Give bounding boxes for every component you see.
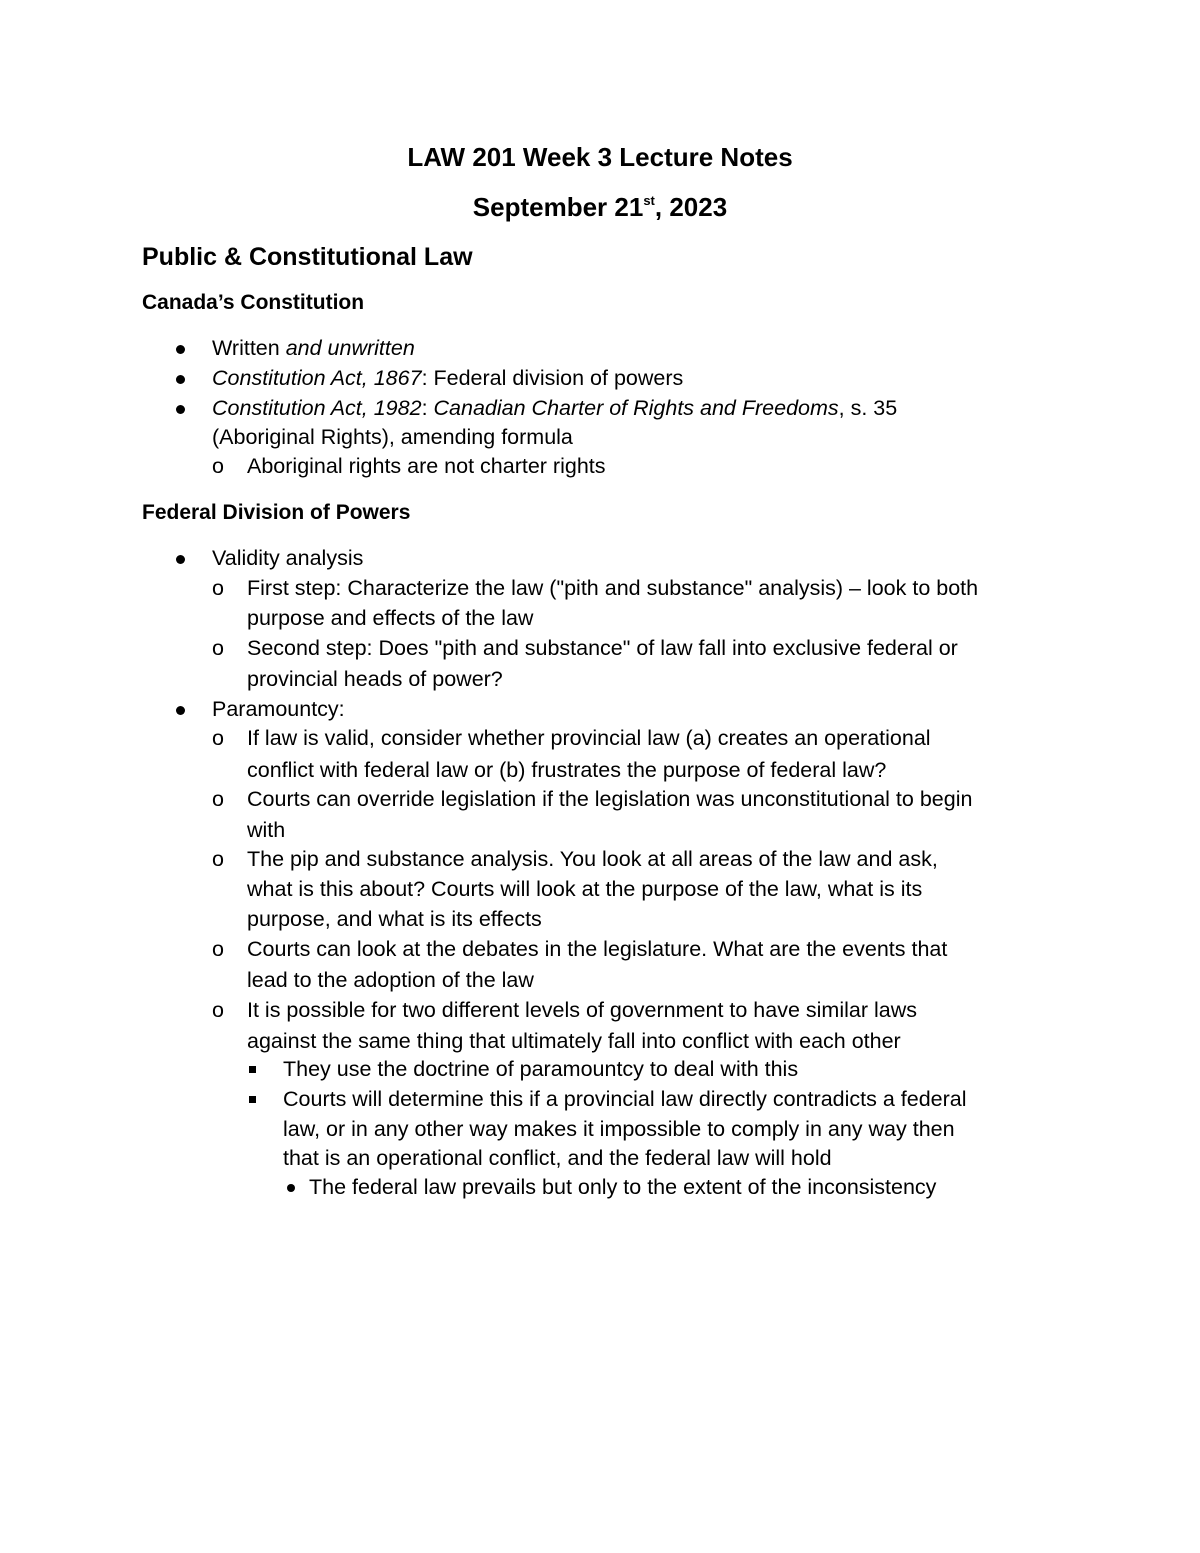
document-date [0, 192, 1200, 223]
sub-sub-list-item: They use the doctrine of paramountcy to deal with this [283, 1057, 799, 1081]
sub-sub-list-item-continuation: law, or in any other way makes it impossible to comply in any way then [283, 1117, 955, 1141]
bullet-circle: o [212, 576, 224, 600]
sub-list-item-continuation: lead to the adoption of the law [247, 968, 534, 992]
text-run: : Federal division of powers [421, 366, 684, 390]
sub-list-item: First step: Characterize the law ("pith and substance" analysis) – look to both [247, 576, 979, 600]
date-main: September 21 [472, 192, 644, 222]
bullet-circle: o [212, 454, 224, 478]
list-item [212, 366, 683, 391]
document-title: LAW 201 Week 3 Lecture Notes [407, 142, 793, 172]
sub-list-item-continuation: with [247, 818, 286, 842]
section-heading-constitution: Canada’s Constitution [142, 291, 365, 314]
sub-list-item: It is possible for two different levels of government to have similar laws [247, 998, 917, 1022]
bullet-circle: o [212, 787, 224, 811]
bullet-circle: o [212, 726, 224, 750]
sub-list-item: If law is valid, consider whether provincial law (a) creates an operational [247, 726, 931, 750]
sub-list-item-continuation: provincial heads of power? [247, 667, 503, 691]
bullet-square [249, 1096, 256, 1103]
list-item: Paramountcy: [212, 697, 345, 721]
level4-list-item: The federal law prevails but only to the extent of the inconsistency [309, 1175, 937, 1199]
sub-list-item-continuation: what is this about? Courts will look at the purpose of the law, what is its [247, 877, 923, 901]
bullet-disc [176, 375, 185, 384]
bullet-disc [176, 405, 185, 414]
bullet-circle: o [212, 937, 224, 961]
sub-list-item: The pip and substance analysis. You look at all areas of the law and ask, [247, 847, 938, 871]
sub-list-item: Aboriginal rights are not charter rights [247, 454, 606, 478]
sub-list-item-continuation: purpose and effects of the law [247, 606, 534, 630]
bullet-circle: o [212, 998, 224, 1022]
section-heading-division-of-powers: Federal Division of Powers [142, 501, 411, 524]
date-superscript: st [643, 193, 655, 208]
bullet-disc [176, 345, 185, 354]
sub-list-item: Courts can look at the debates in the legislature. What are the events that [247, 937, 948, 961]
main-heading: Public & Constitutional Law [142, 243, 473, 271]
italic-text: Constitution Act, 1867 [212, 366, 422, 390]
sub-list-item: Second step: Does "pith and substance" of law fall into exclusive federal or [247, 636, 958, 660]
text-run: Written [212, 336, 286, 360]
sub-sub-list-item-continuation: that is an operational conflict, and the federal law will hold [283, 1146, 832, 1170]
date-year: , 2023 [654, 192, 728, 222]
sub-list-item-continuation: purpose, and what is its effects [247, 907, 542, 931]
bullet-square [249, 1066, 256, 1073]
italic-text: Canadian Charter of Rights and Freedoms [433, 396, 839, 420]
bullet-disc [176, 706, 185, 715]
bullet-circle: o [212, 847, 224, 871]
list-item [212, 336, 415, 361]
text-run: : [421, 396, 434, 420]
italic-text: and unwritten [285, 336, 415, 360]
sub-list-item-continuation: against the same thing that ultimately fall into conflict with each other [247, 1029, 901, 1053]
bullet-disc [176, 555, 185, 564]
sub-sub-list-item: Courts will determine this if a provincial law directly contradicts a federal [283, 1087, 967, 1111]
bullet-circle: o [212, 636, 224, 660]
sub-list-item: Courts can override legislation if the legislation was unconstitutional to begin [247, 787, 973, 811]
sub-list-item-continuation: conflict with federal law or (b) frustrates the purpose of federal law? [247, 758, 887, 782]
list-item [212, 396, 897, 421]
italic-text: Constitution Act, 1982 [212, 396, 422, 420]
bullet-disc [287, 1184, 295, 1192]
text-run: , s. 35 [838, 396, 898, 420]
list-item: Validity analysis [212, 546, 364, 570]
list-item-continuation: (Aboriginal Rights), amending formula [212, 425, 573, 449]
